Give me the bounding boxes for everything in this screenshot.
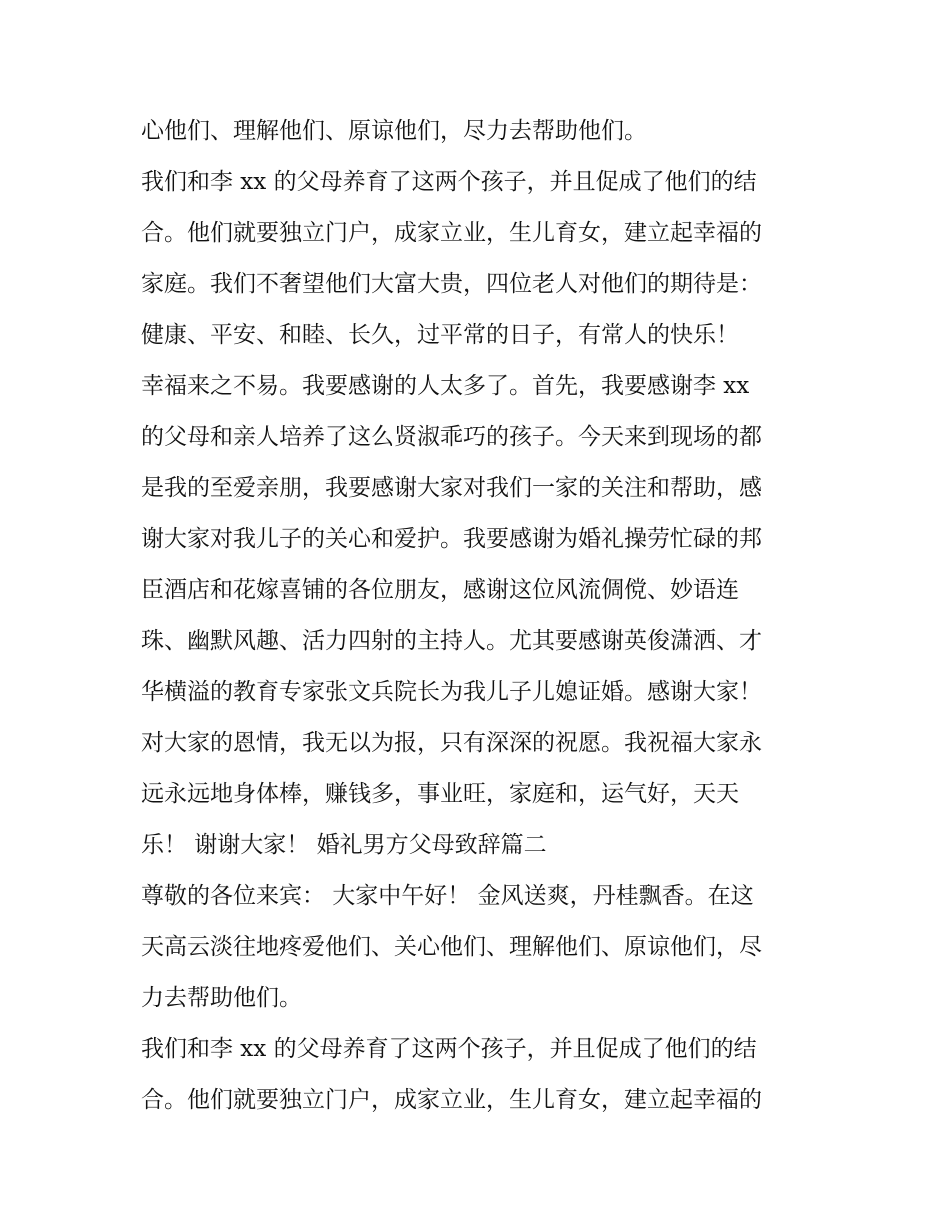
text-line: 是我的至爱亲朋，我要感谢大家对我们一家的关注和帮助，感: [141, 475, 762, 501]
text-line: 健康、平安、和睦、长久，过平常的日子，有常人的快乐！: [141, 322, 739, 348]
text-line: 臣酒店和花嫁喜铺的各位朋友，感谢这位风流倜傥、妙语连: [141, 577, 739, 603]
text-line: 远永远地身体棒，赚钱多，事业旺，家庭和，运气好，天天: [141, 781, 739, 807]
text-line: 合。他们就要独立门户，成家立业，生儿育女，建立起幸福的: [141, 220, 762, 246]
text-line: 幸福来之不易。我要感谢的人太多了。首先，我要感谢李 xx: [141, 373, 750, 399]
section-heading-line: 乐！ 谢谢大家！ 婚礼男方父母致辞篇二: [141, 832, 547, 858]
text-line: 对大家的恩情，我无以为报，只有深深的祝愿。我祝福大家永: [141, 730, 762, 756]
text-line: 我们和李 xx 的父母养育了这两个孩子，并且促成了他们的结: [141, 1036, 757, 1062]
body-text: [141, 106, 831, 1126]
text-line: 谢大家对我儿子的关心和爱护。我要感谢为婚礼操劳忙碌的邦: [141, 526, 762, 552]
text-line: 力去帮助他们。: [141, 985, 302, 1011]
text-line: 合。他们就要独立门户，成家立业，生儿育女，建立起幸福的: [141, 1087, 762, 1113]
text-line: 尊敬的各位来宾： 大家中午好！ 金风送爽，丹桂飘香。在这: [141, 883, 754, 909]
text-line: 家庭。我们不奢望他们大富大贵，四位老人对他们的期待是：: [141, 271, 762, 297]
text-line: 天高云淡往地疼爱他们、关心他们、理解他们、原谅他们，尽: [141, 934, 762, 960]
text-line: 珠、幽默风趣、活力四射的主持人。尤其要感谢英俊潇洒、才: [141, 628, 762, 654]
text-line: 心他们、理解他们、原谅他们，尽力去帮助他们。: [141, 118, 647, 144]
text-line: 我们和李 xx 的父母养育了这两个孩子，并且促成了他们的结: [141, 169, 757, 195]
text-line: 华横溢的教育专家张文兵院长为我儿子儿媳证婚。感谢大家！: [141, 679, 762, 705]
text-line: 的父母和亲人培养了这么贤淑乖巧的孩子。今天来到现场的都: [141, 424, 762, 450]
